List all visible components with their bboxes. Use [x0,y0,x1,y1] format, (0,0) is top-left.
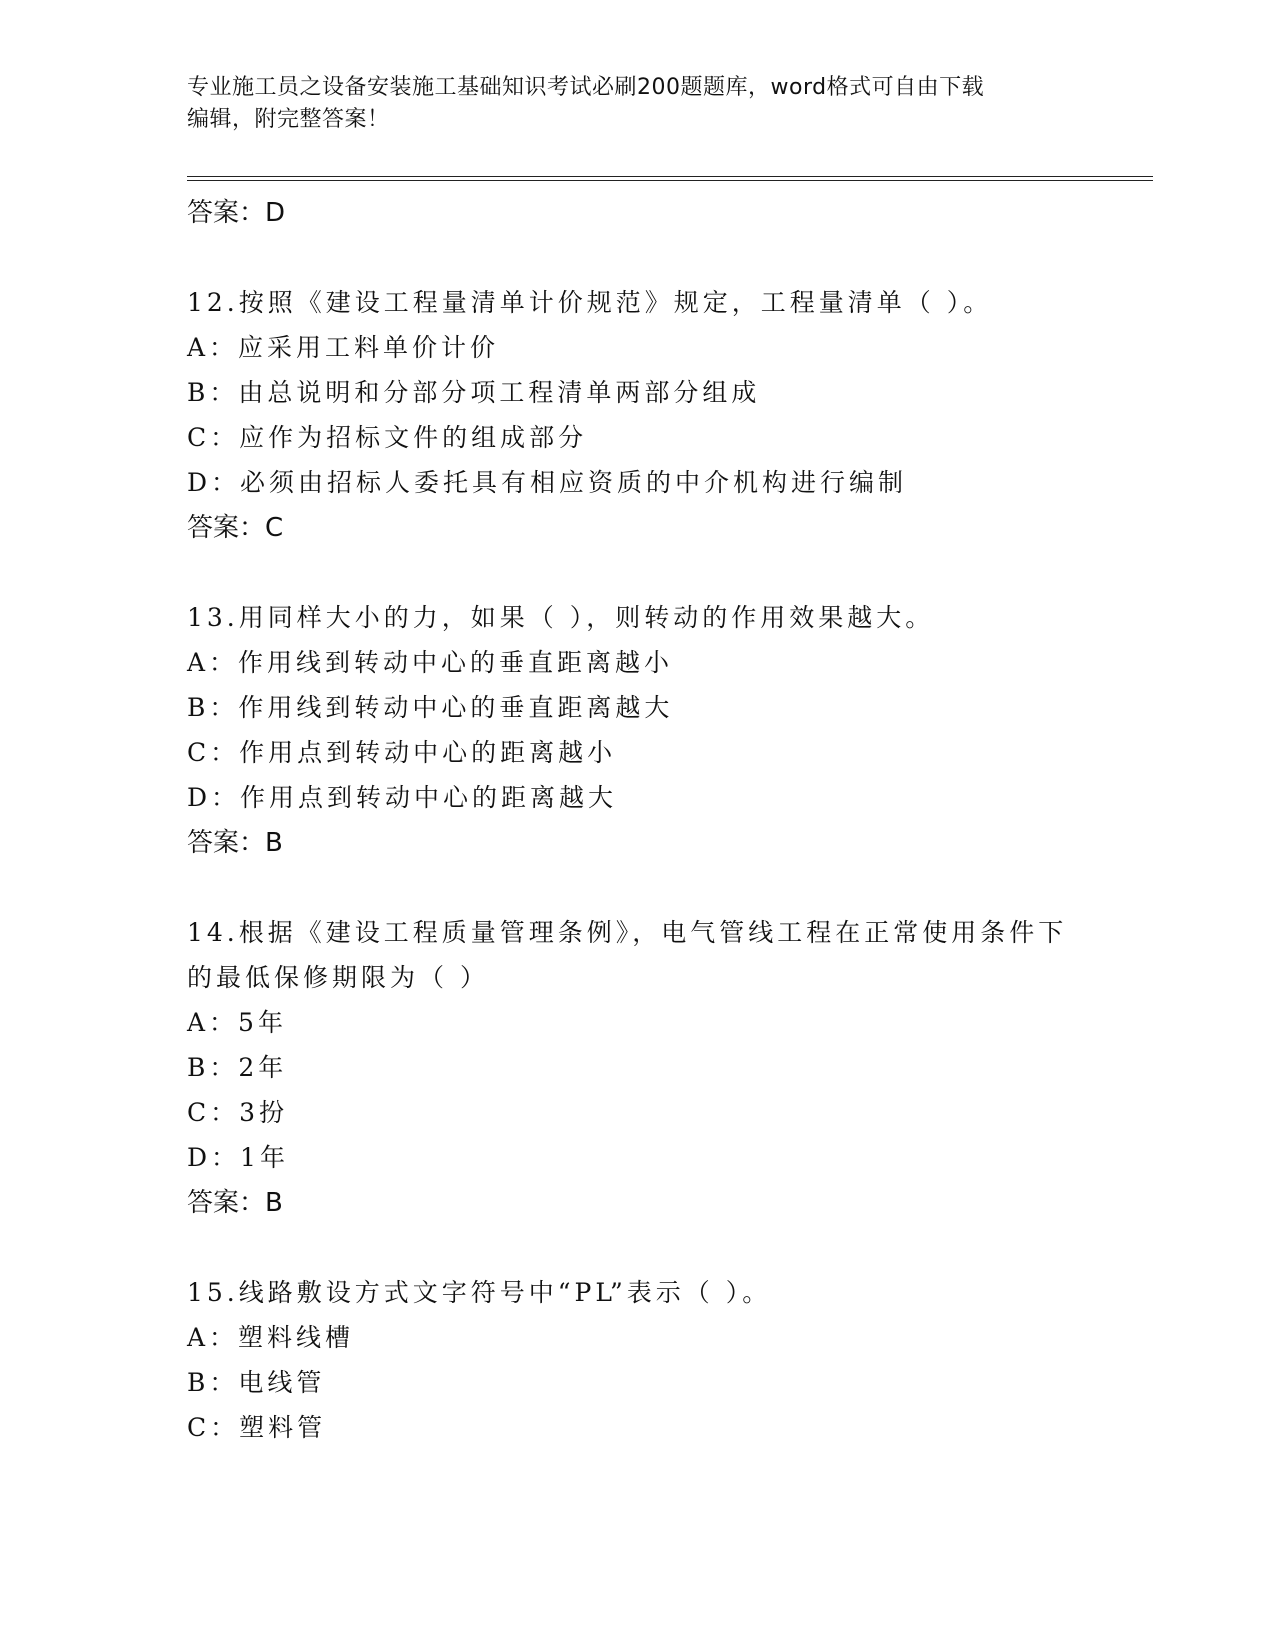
option-c: C：作用点到转动中心的距离越小 [187,738,617,767]
option-a: A：应采用工料单价计价 [187,333,500,362]
option-a: A：塑料线槽 [187,1323,355,1352]
page-header [187,72,1087,136]
header-double-rule [187,176,1153,181]
answer: 答案：B [187,828,283,858]
option-d: D：必须由招标人委托具有相应资质的中介机构进行编制 [187,468,908,497]
question-text: 12.按照《建设工程量清单计价规范》规定，工程量清单（ ）。 [187,288,993,317]
option-b: B：由总说明和分部分项工程清单两部分组成 [187,378,761,407]
question-text: 13.用同样大小的力，如果（ ），则转动的作用效果越大。 [187,603,935,632]
answer: 答案：B [187,1188,283,1218]
option-c: C：塑料管 [187,1413,327,1442]
option-d: D：作用点到转动中心的距离越大 [187,783,618,812]
option-b: B：电线管 [187,1368,326,1397]
option-d: D：1年 [187,1143,289,1172]
option-b: B：2年 [187,1053,288,1082]
option-a: A：5年 [187,1008,287,1037]
question-12 [187,280,1087,551]
option-a: A：作用线到转动中心的垂直距离越小 [187,648,674,677]
question-text: 15.线路敷设方式文字符号中“PL”表示（ ）。 [187,1278,772,1307]
question-text-line-1: 14.根据《建设工程质量管理条例》，电气管线工程在正常使用条件下 [187,918,1068,947]
header-line-1: 专业施工员之设备安装施工基础知识考试必刷200题题库，word格式可自由下载 [187,75,985,100]
answer-q11: 答案：D [187,198,286,228]
question-14 [187,910,1087,1226]
question-13 [187,595,1087,866]
header-line-2: 编辑，附完整答案！ [187,107,390,132]
question-text-line-2: 的最低保修期限为（ ） [187,963,489,992]
answer: 答案：C [187,513,284,543]
document-body [187,190,1087,1450]
option-c: C：3扮 [187,1098,289,1127]
question-15 [187,1270,1087,1450]
option-c: C：应作为招标文件的组成部分 [187,423,588,452]
option-b: B：作用线到转动中心的垂直距离越大 [187,693,674,722]
